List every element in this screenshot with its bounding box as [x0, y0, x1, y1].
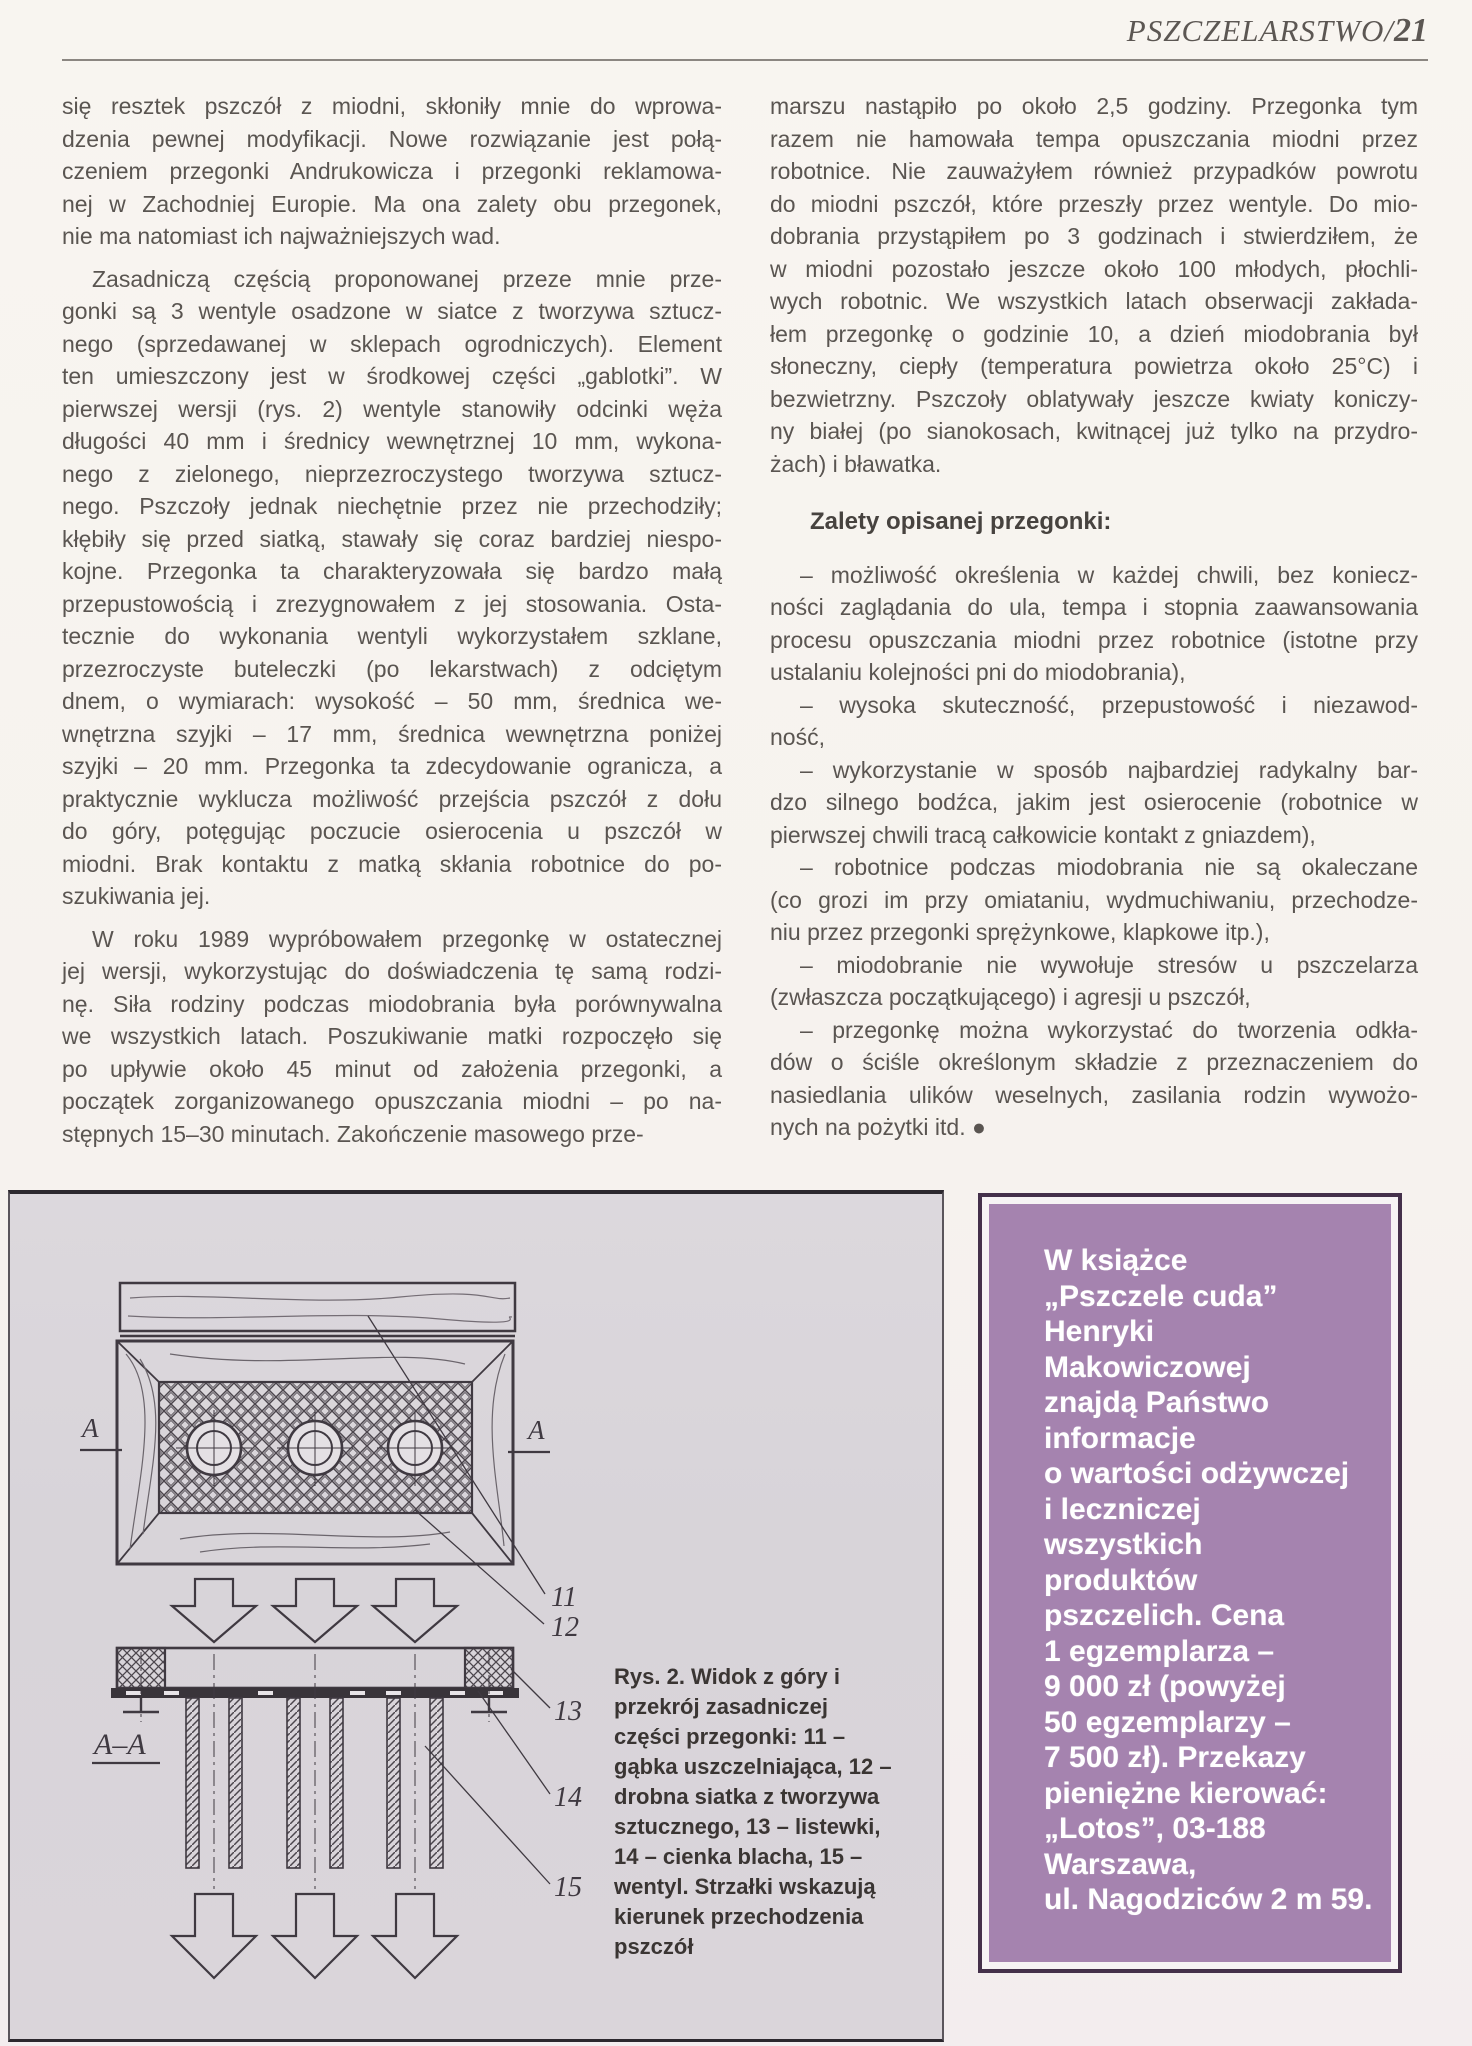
section-view: [92, 1648, 519, 1889]
text-line: nego z zielonego, nieprzezroczystego tworzywa sztucz-: [62, 460, 722, 487]
text-line: nę. Siła rodziny podczas miodobrania była porównywalna: [62, 990, 722, 1017]
text-line: ul. Nagodziców 2 m 59.: [1044, 1883, 1373, 1916]
text-line: dów o ściśle określonym składzie z przeznaczeniem do: [770, 1049, 1418, 1075]
text-line: nego. Pszczoły jednak niechętnie przez nie przechodziły;: [62, 493, 722, 519]
text-line: do góry, potęgując poczucie osierocenia u pszczół w: [62, 818, 722, 844]
text-line: po upływie około 45 minut od założenia przegonki, a: [62, 1055, 722, 1082]
page-number: 21: [1394, 12, 1428, 49]
text-line: – możliwość określenia w każdej chwili, bez koniecz-: [800, 561, 1418, 588]
text-line: robotnice. Nie zauważyłem również przypadków powrotu: [770, 158, 1418, 184]
text-line: – przegonkę można wykorzystać do tworzenia odkła-: [800, 1016, 1418, 1043]
text-line: ten umieszczony jest w środkowej części „gablotki”. W: [62, 363, 722, 389]
paragraph: [62, 923, 722, 1151]
book-ad-box: [978, 1193, 1402, 1973]
callout-11: 11: [551, 1582, 577, 1613]
text-line: W książce: [1044, 1244, 1188, 1277]
down-arrows-bottom: [172, 1894, 457, 1978]
text-line: drobna siatka z tworzywa: [614, 1784, 880, 1809]
text-line: wnętrzna szyjki – 17 mm, średnica wewnętrzna poniżej: [62, 720, 722, 747]
text-line: 7 500 zł). Przekazy: [1044, 1741, 1306, 1774]
callout-14: 14: [554, 1782, 582, 1813]
text-line: znajdą Państwo: [1044, 1386, 1270, 1419]
text-line: we wszystkich latach. Poszukiwanie matki rozpoczęło się: [62, 1023, 722, 1049]
text-line: kierunek przechodzenia: [614, 1904, 864, 1929]
text-line: kojne. Przegonka ta charakteryzowała się bardzo małą: [62, 558, 722, 584]
text-line: Warszawa,: [1044, 1847, 1197, 1881]
header-rule: [62, 59, 1428, 61]
text-line: 50 egzemplarzy –: [1044, 1705, 1291, 1739]
text-line: szukiwania jej.: [62, 883, 211, 909]
text-line: i leczniczej: [1044, 1492, 1201, 1526]
text-line: do miodni pszczół, które przeszły przez wentyle. Do mio-: [770, 190, 1418, 217]
text-line: czeniem przegonki Andrukowicza i przegonki reklamowa-: [62, 158, 722, 184]
paragraph: [62, 90, 722, 253]
callout-12: 12: [551, 1612, 579, 1643]
text-line: stępnych 15–30 minutach. Zakończenie masowego prze-: [62, 1120, 644, 1147]
text-line: nych na pożytki itd. ●: [770, 1114, 986, 1140]
text-line: długości 40 mm i średnicy wewnętrznej 10 mm, wykona-: [62, 428, 722, 454]
text-line: ność,: [770, 724, 825, 750]
text-line: 14 – cienka blacha, 15 –: [614, 1844, 863, 1869]
text-line: (co grozi im przy omiataniu, wydmuchiwaniu, przechodze-: [770, 886, 1418, 913]
text-line: marszu nastąpiło po około 2,5 godziny. Przegonka tym: [770, 93, 1418, 119]
text-line: nasiedlania ulików weselnych, zasilania rodzin wywożo-: [770, 1081, 1418, 1108]
text-line: przepustowością i zrezygnowałem z jej stosowania. Osta-: [62, 590, 722, 617]
text-line: jej wersji, wykorzystując do doświadczenia tę samą rodzi-: [62, 958, 722, 984]
text-line: praktycznie wyklucza możliwość przejścia pszczół z dołu: [62, 785, 722, 812]
text-line: nego (sprzedawanej w sklepach ogrodniczych). Element: [62, 330, 722, 357]
text-line: w miodni pozostało jeszcze około 100 młodych, płochli-: [770, 255, 1418, 282]
text-line: dzo silnego bodźca, jakim jest osierocenie (robotnice w: [770, 789, 1418, 815]
text-line: miodni. Brak kontaktu z matką skłania robotnice do po-: [62, 850, 722, 877]
text-line: bezwietrzny. Pszczoły oblatywały jeszcze kwiaty koniczy-: [770, 385, 1418, 412]
text-line: dnem, o wymiarach: wysokość – 50 mm, średnica we-: [62, 688, 722, 714]
text-line: (zwłaszcza początkującego) i agresji u pszczół,: [770, 984, 1251, 1010]
text-line: 1 egzemplarza –: [1044, 1634, 1275, 1668]
text-line: kłębiły się przed siatką, stawały się coraz bardziej niespo-: [62, 525, 722, 552]
section-heading: Zalety opisanej przegonki:: [810, 508, 1112, 535]
plan-view: [80, 1283, 550, 1564]
text-line: pszczół: [614, 1934, 694, 1959]
text-line: pieniężne kierować:: [1044, 1776, 1328, 1810]
list-item: [770, 559, 1418, 689]
page-header: [1127, 12, 1428, 50]
text-line: wszystkich: [1044, 1528, 1203, 1561]
text-line: gonki są 3 wentyle osadzone w siatce z tworzywa sztucz-: [62, 298, 722, 324]
text-line: przezroczyste buteleczki (po lekarstwach) z odciętym: [62, 655, 722, 682]
text-line: informacje: [1044, 1421, 1196, 1455]
text-line: sztucznego, 13 – listewki,: [614, 1814, 881, 1839]
section-marker-label: A: [528, 1415, 545, 1445]
text-line: szyjki – 20 mm. Przegonka ta zdecydowanie ogranicza, a: [62, 753, 722, 779]
text-line: – miodobranie nie wywołuje stresów u pszczelarza: [800, 951, 1418, 978]
text-line: W roku 1989 wypróbowałem przegonkę w ostatecznej: [92, 925, 722, 952]
text-line: początek zorganizowanego opuszczania miodni – po na-: [62, 1088, 722, 1114]
article-left-column: [62, 90, 722, 1160]
text-line: ny białej (po sianokosach, kwitnącej już tylko na przydro-: [770, 418, 1418, 444]
down-arrows-top: [172, 1579, 457, 1642]
text-line: – wykorzystanie w sposób najbardziej radykalny bar-: [800, 756, 1418, 783]
text-line: pierwszej wersji (rys. 2) wentyle stanowiły odcinki węża: [62, 395, 722, 422]
text-line: „Pszczele cuda”: [1044, 1279, 1278, 1313]
text-line: tecznie do wykonania wentyli wykorzystałem szklane,: [62, 623, 722, 649]
text-line: przekrój zasadniczej: [614, 1694, 828, 1719]
text-line: części przegonki: 11 –: [614, 1724, 846, 1749]
text-line: procesu opuszczania miodni przez robotnice (istotne przy: [770, 626, 1418, 653]
text-line: 9 000 zł (powyżej: [1044, 1670, 1286, 1703]
text-line: Makowiczowej: [1044, 1350, 1251, 1384]
section-marker-label: A: [82, 1413, 99, 1443]
paragraph: [770, 90, 1418, 480]
paragraph: [62, 263, 722, 913]
text-line: gąbka uszczelniająca, 12 –: [614, 1754, 892, 1779]
text-line: się resztek pszczół z miodni, skłoniły mnie do wprowa-: [62, 93, 722, 119]
text-line: pszczelich. Cena: [1044, 1599, 1285, 1632]
text-line: o wartości odżywczej: [1044, 1457, 1350, 1490]
figure-panel: [8, 1190, 944, 2042]
text-line: łem przegonkę o godzinie 10, a dzień miodobrania był: [770, 320, 1418, 347]
text-line: słoneczny, ciepły (temperatura powietrza około 25°C) i: [770, 353, 1418, 379]
text-line: produktów: [1044, 1563, 1198, 1597]
list-item: [770, 851, 1418, 949]
text-line: – wysoka skuteczność, przepustowość i niezawod-: [800, 691, 1418, 718]
text-line: Henryki: [1044, 1315, 1155, 1348]
text-line: dobrania przystąpiłem po 3 godzinach i stwierdziłem, że: [770, 223, 1418, 249]
text-line: niu przez przegonki sprężynkowe, klapkowe itp.),: [770, 919, 1270, 945]
article-right-column: [770, 90, 1418, 1144]
list-item: [770, 1014, 1418, 1144]
list-item: [770, 689, 1418, 754]
text-line: razem nie hamowała tempa opuszczania miodni przez: [770, 125, 1418, 152]
text-line: dzenia pewnej modyfikacji. Nowe rozwiązanie jest połą-: [62, 125, 722, 152]
advantages-list: [770, 559, 1418, 1144]
text-line: wentyl. Strzałki wskazują: [614, 1874, 876, 1899]
text-line: ności zaglądania do ula, tempa i stopnia zaawansowania: [770, 594, 1418, 620]
text-line: nej w Zachodniej Europie. Ma ona zalety obu przegonek,: [62, 190, 722, 217]
section-view-title: A–A: [94, 1728, 146, 1761]
list-item: [770, 949, 1418, 1014]
text-line: ustalaniu kolejności pni do miodobrania),: [770, 659, 1186, 685]
text-line: „Lotos”, 03-188: [1044, 1812, 1266, 1845]
book-ad-text: [1044, 1243, 1384, 1918]
figure-caption: [614, 1662, 936, 1962]
callout-13: 13: [554, 1696, 582, 1727]
text-line: Zasadniczą częścią proponowanej przeze mnie prze-: [92, 265, 722, 292]
callout-15: 15: [554, 1872, 582, 1903]
text-line: wych robotnic. We wszystkich latach obserwacji zakłada-: [770, 288, 1418, 314]
text-line: Rys. 2. Widok z góry i: [614, 1664, 840, 1689]
text-line: – robotnice podczas miodobrania nie są okaleczane: [800, 854, 1418, 880]
magazine-title: PSZCZELARSTWO/: [1126, 13, 1394, 48]
text-line: nie ma natomiast ich najważniejszych wad.: [62, 223, 501, 249]
text-line: pierwszej chwili tracą całkowicie kontakt z gniazdem),: [770, 821, 1316, 848]
list-item: [770, 754, 1418, 852]
text-line: żach) i bławatka.: [770, 450, 942, 477]
